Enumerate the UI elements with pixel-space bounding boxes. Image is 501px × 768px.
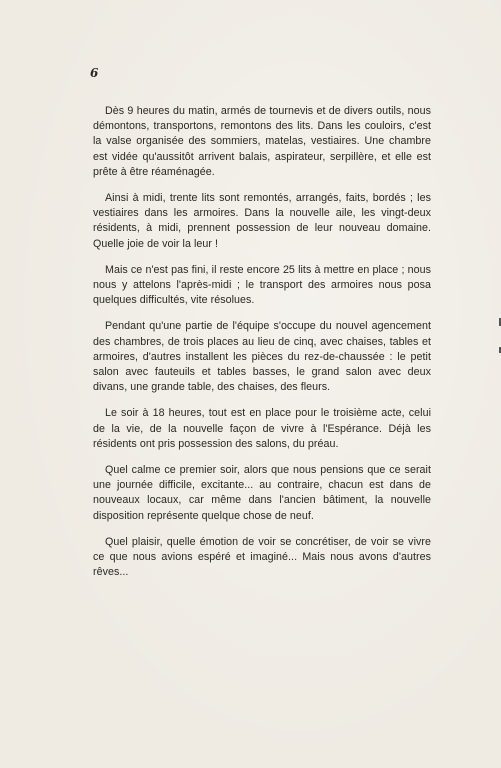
paragraph-1: Dès 9 heures du matin, armés de tournevis et de divers outils, nous démontons, transportons, remontons des lits. Dans les couloirs, c'est la valse organisée des sommiers, matelas, vestiaires. Une chambre est vidée qu'aussitôt arrivent balais, aspirateur, serpillère, et elle est prête à être réaménagée.: [93, 105, 431, 178]
paragraph-2: Ainsi à midi, trente lits sont remontés, arrangés, faits, bordés ; les vestiaires dans les armoires. Dans la nouvelle aile, les vingt-deux résidents, à midi, prennent possession de leur nouveau domaine. Quelle joie de voir la leur !: [93, 192, 431, 250]
paragraph-6: Quel calme ce premier soir, alors que nous pensions que ce serait une journée difficile, excitante... au contraire, chacun est dans de nouveaux locaux, car même dans l'ancien bâtiment, la nouvelle disposition représente quelque chose de neuf.: [93, 464, 431, 522]
paragraph-4: Pendant qu'une partie de l'équipe s'occupe du nouvel agencement des chambres, de trois places au lieu de cinq, avec chaises, tables et armoires, d'autres installent les pièces du rez-de-chaussée : le petit salon avec fauteuils et tables basses, le grand salon avec deux divans, une grande table, des chaises, des fleurs.: [93, 320, 431, 394]
body-text: [93, 104, 431, 591]
paragraph-3: Mais ce n'est pas fini, il reste encore 25 lits à mettre en place ; nous nous y attelons l'après-midi ; le transport des armoires nous posa quelques difficultés, vite résolues.: [93, 263, 431, 307]
page-number: 6: [90, 66, 99, 80]
paragraph-5: Le soir à 18 heures, tout est en place pour le troisième acte, celui de la vie, de la nouvelle façon de vivre à l'Espérance. Déjà les résidents ont pris possession des salons, du préau.: [93, 407, 431, 450]
paragraph-7: Quel plaisir, quelle émotion de voir se concrétiser, de voir se vivre ce que nous avions espéré et imaginé... Mais nous avons d'autres rêves...: [93, 535, 431, 579]
